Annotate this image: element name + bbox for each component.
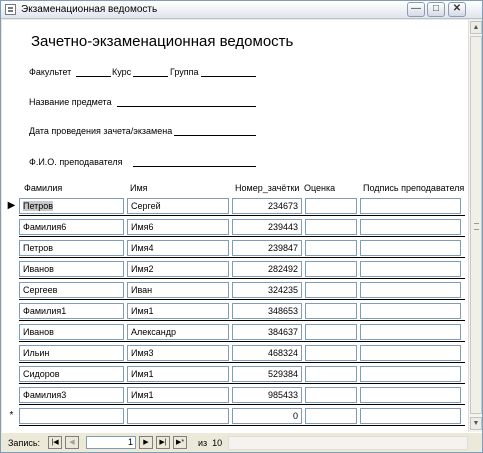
table-row[interactable]	[6, 279, 465, 300]
date-line	[174, 135, 256, 136]
grade-field[interactable]	[305, 303, 357, 319]
group-label: Группа	[170, 67, 199, 77]
record-book-field[interactable]: 234673	[232, 198, 302, 214]
grade-field[interactable]	[305, 198, 357, 214]
table-row[interactable]	[6, 321, 465, 342]
scroll-down-icon[interactable]: ▼	[470, 417, 482, 430]
window-title: Экзаменационная ведомость	[21, 4, 158, 15]
scroll-up-icon[interactable]: ▲	[470, 21, 482, 34]
table-row[interactable]	[6, 342, 465, 363]
surname-field[interactable]: Сидоров	[19, 366, 124, 382]
minimize-button[interactable]: —	[407, 2, 425, 17]
teacher-label: Ф.И.О. преподавателя	[29, 157, 123, 167]
record-selector[interactable]	[6, 342, 17, 363]
name-field[interactable]: Сергей	[127, 198, 229, 214]
table-row[interactable]	[6, 195, 465, 216]
table-row[interactable]	[6, 363, 465, 384]
current-record-input[interactable]: 1	[86, 436, 136, 449]
name-field[interactable]: Александр	[127, 324, 229, 340]
subject-label: Название предмета	[29, 97, 112, 107]
date-label: Дата проведения зачета/экзамена	[29, 126, 173, 136]
table-row[interactable]	[6, 300, 465, 321]
surname-field[interactable]: Иванов	[19, 324, 124, 340]
table-row[interactable]	[6, 216, 465, 237]
record-selector[interactable]	[6, 237, 17, 258]
grade-field[interactable]	[305, 282, 357, 298]
course-label: Курс	[112, 67, 132, 77]
grade-field[interactable]	[305, 261, 357, 277]
form-title: Зачетно-экзаменационная ведомость	[31, 33, 294, 50]
table-row[interactable]	[6, 237, 465, 258]
table-row[interactable]	[6, 258, 465, 279]
record-selector[interactable]	[6, 300, 17, 321]
record-book-field[interactable]: 985433	[232, 387, 302, 403]
grade-field[interactable]	[305, 219, 357, 235]
last-record-icon[interactable]: ▶|	[156, 436, 170, 449]
record-selector[interactable]	[6, 258, 17, 279]
surname-field[interactable]: Иванов	[19, 261, 124, 277]
scroll-thumb[interactable]	[470, 36, 482, 414]
selected-text: Петров	[23, 201, 54, 211]
record-selector[interactable]	[6, 384, 17, 405]
teacher-line	[133, 166, 256, 167]
record-selector[interactable]	[6, 321, 17, 342]
column-header-signature: Подпись преподавателя	[363, 183, 465, 193]
name-field[interactable]: Имя3	[127, 345, 229, 361]
record-book-field[interactable]: 0	[232, 408, 302, 424]
surname-field[interactable]: Петров	[19, 240, 124, 256]
column-header-grade: Оценка	[304, 183, 336, 193]
signature-field[interactable]	[360, 282, 461, 298]
signature-field[interactable]	[360, 303, 461, 319]
record-label: Запись:	[8, 438, 41, 448]
surname-field[interactable]: Фамилия3	[19, 387, 124, 403]
name-field[interactable]: Имя1	[127, 303, 229, 319]
form-body	[2, 20, 468, 432]
record-total	[198, 438, 222, 448]
grade-field[interactable]	[305, 387, 357, 403]
signature-field[interactable]	[360, 240, 461, 256]
grade-field[interactable]	[305, 366, 357, 382]
record-book-field[interactable]: 384637	[232, 324, 302, 340]
signature-field[interactable]	[360, 324, 461, 340]
record-navigation-bar	[2, 432, 482, 452]
total-count: 10	[212, 438, 223, 448]
column-header-name: Имя	[130, 183, 148, 193]
grade-field[interactable]	[305, 345, 357, 361]
close-button[interactable]: ✕	[448, 2, 466, 17]
grade-field[interactable]	[305, 240, 357, 256]
name-field[interactable]: Имя6	[127, 219, 229, 235]
name-field[interactable]: Имя4	[127, 240, 229, 256]
record-book-field[interactable]: 468324	[232, 345, 302, 361]
column-header-record-book: Номер_зачётки	[235, 183, 300, 193]
record-selector[interactable]	[6, 363, 17, 384]
surname-field[interactable]: Фамилия1	[19, 303, 124, 319]
record-book-field[interactable]: 324235	[232, 282, 302, 298]
signature-field[interactable]	[360, 219, 461, 235]
surname-field[interactable]	[19, 408, 124, 424]
faculty-line	[76, 76, 111, 77]
signature-field[interactable]	[360, 408, 461, 424]
title-bar	[1, 1, 482, 19]
new-record-icon[interactable]: ▶*	[173, 436, 187, 449]
record-book-field[interactable]: 239847	[232, 240, 302, 256]
surname-field[interactable]: Сергеев	[19, 282, 124, 298]
grade-field[interactable]	[305, 324, 357, 340]
of-label: из	[198, 438, 208, 448]
horizontal-scrollbar[interactable]	[228, 436, 468, 450]
signature-field[interactable]	[360, 261, 461, 277]
name-field[interactable]	[127, 408, 229, 424]
new-record-icon[interactable]: *	[9, 410, 14, 421]
table-row[interactable]	[6, 384, 465, 405]
subject-line	[117, 106, 256, 107]
name-field[interactable]: Имя1	[127, 387, 229, 403]
course-line	[133, 76, 168, 77]
form-icon	[5, 4, 16, 15]
surname-field[interactable]: Ильин	[19, 345, 124, 361]
name-field[interactable]: Имя2	[127, 261, 229, 277]
surname-field[interactable]	[19, 198, 124, 214]
name-field[interactable]: Имя1	[127, 366, 229, 382]
record-book-field[interactable]: 282492	[232, 261, 302, 277]
vertical-scrollbar[interactable]	[468, 20, 482, 432]
record-selector[interactable]	[6, 279, 17, 300]
faculty-label: Факультет	[29, 67, 72, 77]
grade-field[interactable]	[305, 408, 357, 424]
record-book-field[interactable]: 348653	[232, 303, 302, 319]
signature-field[interactable]	[360, 345, 461, 361]
record-book-field[interactable]: 529384	[232, 366, 302, 382]
surname-field[interactable]: Фамилия6	[19, 219, 124, 235]
column-header-surname: Фамилия	[24, 183, 63, 193]
signature-field[interactable]	[360, 387, 461, 403]
new-record-row[interactable]	[6, 405, 465, 426]
prev-record-icon[interactable]: ◀	[65, 436, 79, 449]
record-selector[interactable]	[6, 216, 17, 237]
signature-field[interactable]	[360, 198, 461, 214]
first-record-icon[interactable]: |◀	[48, 436, 62, 449]
signature-field[interactable]	[360, 366, 461, 382]
group-line	[201, 76, 256, 77]
current-record-icon[interactable]: ▶	[7, 200, 16, 211]
record-book-field[interactable]: 239443	[232, 219, 302, 235]
name-field[interactable]: Иван	[127, 282, 229, 298]
next-record-icon[interactable]: ▶	[139, 436, 153, 449]
row-separator	[19, 425, 465, 426]
maximize-button[interactable]: □	[427, 2, 445, 17]
